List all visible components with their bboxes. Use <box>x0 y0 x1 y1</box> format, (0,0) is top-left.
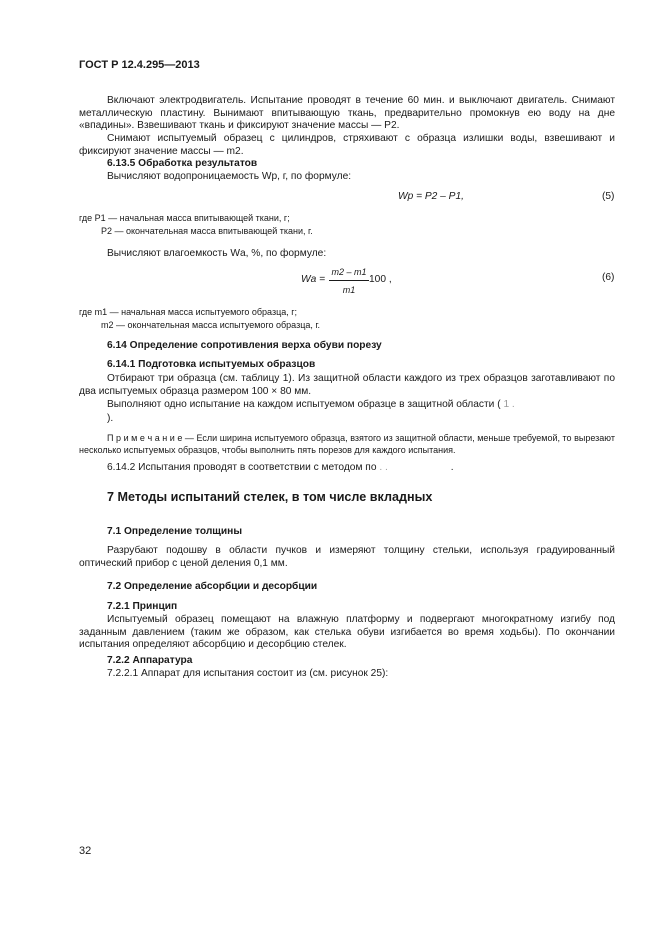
section-6-13-5-title: 6.13.5 Обработка результатов <box>107 158 258 169</box>
paragraph-apparatus: 7.2.2.1 Аппарат для испытания состоит из (см. рисунок 25): <box>107 668 389 679</box>
paragraph-6-14-2-end: . <box>450 462 454 473</box>
section-7-2-2-title: 7.2.2 Аппаратура <box>107 655 193 666</box>
paragraph-6-14-2 <box>79 462 615 475</box>
document-header: ГОСТ Р 12.4.295—2013 <box>79 59 200 71</box>
where-m2: m2 — окончательная масса испытуемого образца, г. <box>101 320 321 330</box>
note <box>79 432 615 456</box>
formula-6-lhs: Wа = <box>301 274 326 285</box>
formula-6-tail: 100 , <box>369 274 392 285</box>
section-6-14-1-title: 6.14.1 Подготовка испытуемых образцов <box>107 359 316 370</box>
paragraph-one-test <box>79 399 615 412</box>
formula-5: Wp = P2 – P1, <box>398 191 464 202</box>
formula-6-numerator: m2 – m1 <box>331 267 367 277</box>
equation-number-5: (5) <box>602 191 615 202</box>
section-7-1-title: 7.1 Определение толщины <box>107 526 243 537</box>
paragraph-one-test-faint: 1 . <box>503 399 515 410</box>
section-7-2-title: 7.2 Определение абсорбции и десорбции <box>107 581 318 592</box>
note-text: — Если ширина испытуемого образца, взятого из защитной области, меньше требуемой, то вырезают несколько испытуемых образцов, чтобы выполнить пять порезов для каждого испытания. <box>79 433 615 455</box>
where-p2: P2 — окончательная масса впитывающей ткани, г. <box>101 226 313 236</box>
where-p1: где P1 — начальная масса впитывающей ткани, г; <box>79 213 290 223</box>
note-label: П р и м е ч а н и е <box>107 433 183 443</box>
equation-number-6: (6) <box>602 272 615 283</box>
fraction-bar <box>329 280 369 281</box>
paragraph-one-test-text: Выполняют одно испытание на каждом испытуемом образце в защитной области ( <box>107 399 501 410</box>
calc-moisture-capacity: Вычисляют влагоемкость Wа, %, по формуле: <box>107 248 327 259</box>
section-7-title: 7 Методы испытаний стелек, в том числе вкладных <box>107 490 433 504</box>
paragraph-6-14-2-faint: . . <box>379 462 388 473</box>
paragraph-select-samples: Отбирают три образца (см. таблицу 1). Из защитной области каждого из трех образцов заготавливают по два испытуемых образца размером 100 × 80 мм. <box>79 373 615 397</box>
paragraph-6-14-2-text: 6.14.2 Испытания проводят в соответствии с методом по <box>107 462 377 473</box>
section-6-14-title: 6.14 Определение сопротивления верха обуви порезу <box>107 340 382 351</box>
paragraph-one-test-cont: ). <box>107 413 114 424</box>
paragraph-thickness: Разрубают подошву в области пучков и измеряют толщину стельки, используя градуированный оптический прибор с ценой деления 0,1 мм. <box>79 545 615 569</box>
calc-water-permeability: Вычисляют водопроницаемость Wp, г, по формуле: <box>107 171 352 182</box>
paragraph-principle: Испытуемый образец помещают на влажную платформу и подвергают многократному изгибу под заданным давлением (таким же образом, как стелька обуви изгибается во время ходьбы). По окончании испытания определяют абсорбцию и десорбцию стелек. <box>79 614 615 651</box>
paragraph-remove-sample: Снимают испытуемый образец с цилиндров, стряхивают с образца излишки воды, взвешивают и фиксируют значение массы — m2. <box>79 133 615 157</box>
paragraph-motor: Включают электродвигатель. Испытание проводят в течение 60 мин. и выключают двигатель. Снимают металлическую пластину. Вынимают впитывающую ткань, предварительно промокнув ею воду на дне «впадины». Взвешивают ткань и фиксируют значение массы — P2. <box>79 95 615 132</box>
section-7-2-1-title: 7.2.1 Принцип <box>107 601 178 612</box>
page-number: 32 <box>79 845 92 857</box>
where-m1: где m1 — начальная масса испытуемого образца, г; <box>79 307 298 317</box>
formula-6-denominator: m1 <box>342 285 356 295</box>
